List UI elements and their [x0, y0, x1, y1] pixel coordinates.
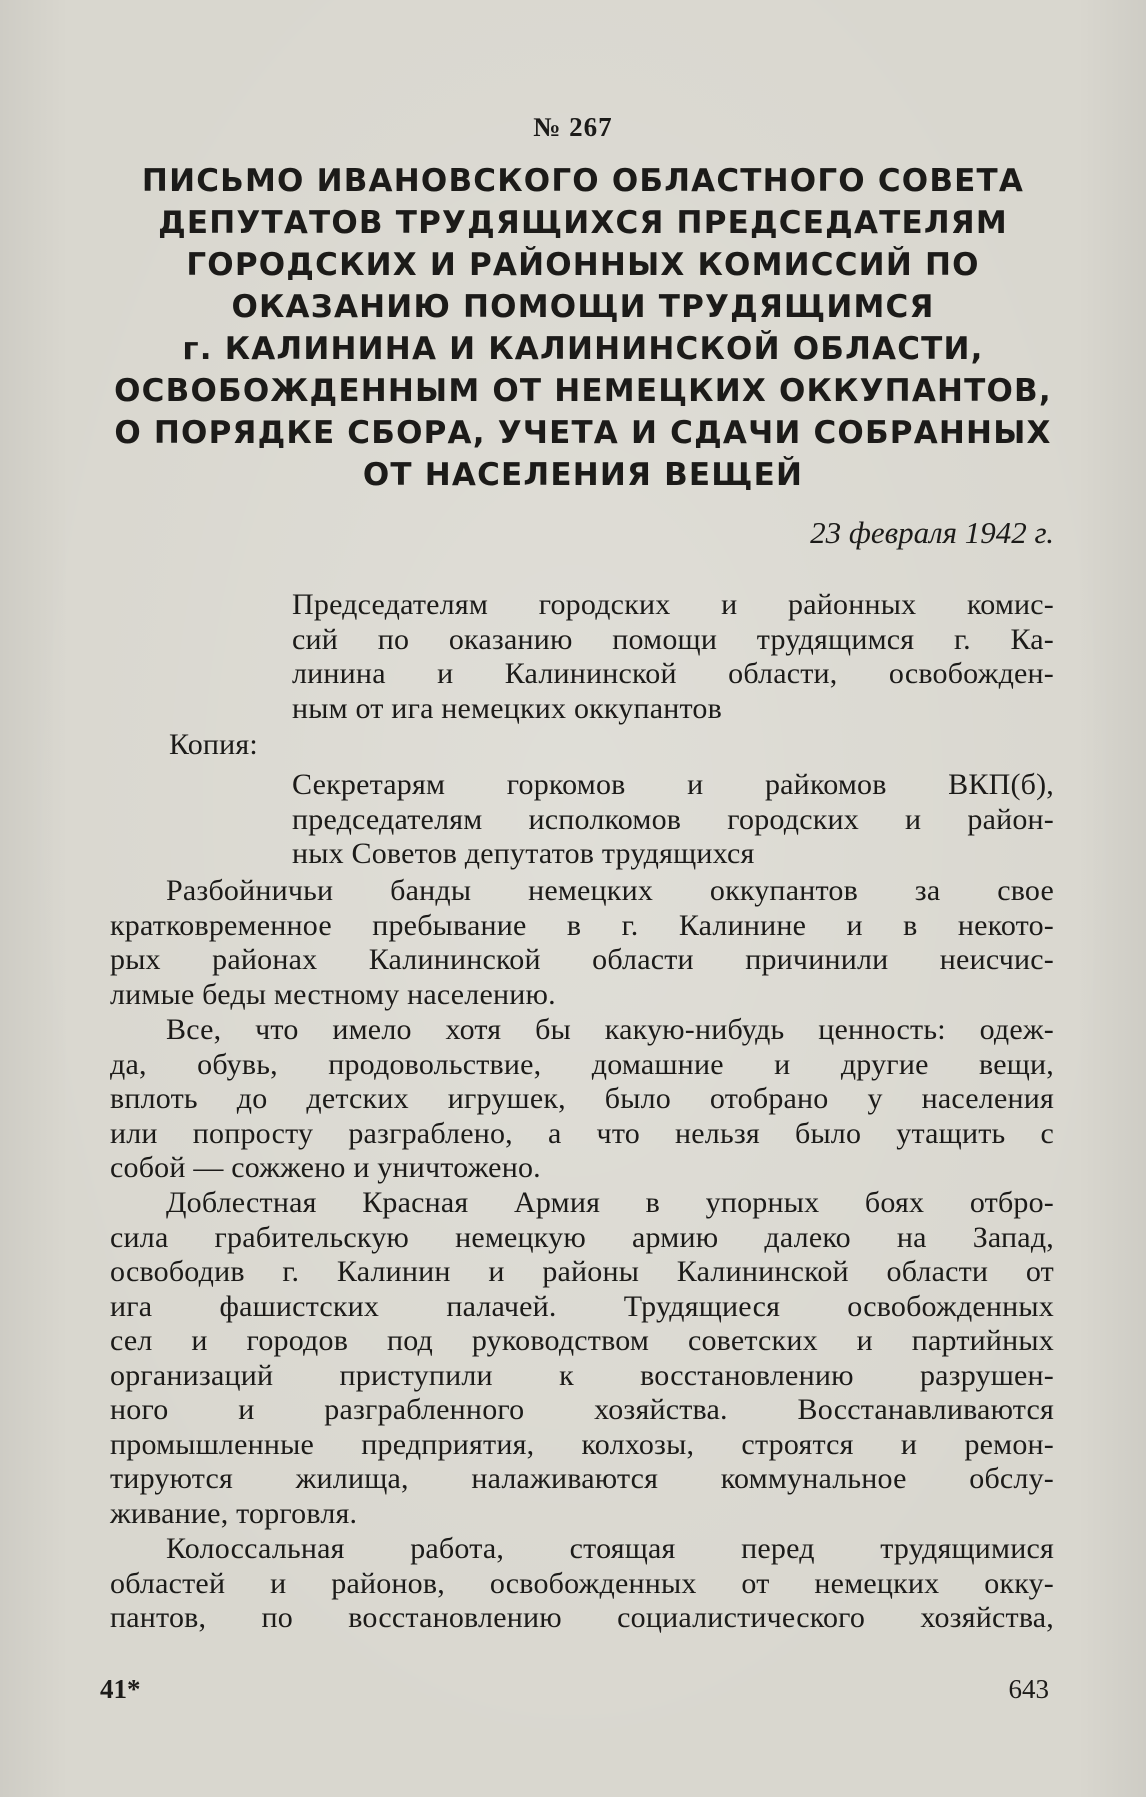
paragraph-line: сила грабительскую немецкую армию далеко на Запад, — [110, 1220, 1054, 1254]
paragraph-line: ига фашистских палачей. Трудящиеся освобожденных — [110, 1289, 1054, 1323]
title-line: г. КАЛИНИНА И КАЛИНИНСКОЙ ОБЛАСТИ, — [182, 331, 984, 367]
paragraph-line: организаций приступили к восстановлению разрушен- — [110, 1358, 1054, 1392]
paragraph-line: Все, что имело хотя бы какую-нибудь ценность: одеж- — [166, 1013, 1054, 1046]
paragraph-line: живание, торговля. — [110, 1496, 358, 1530]
body-paragraph — [110, 874, 1054, 1012]
title-line: ГОРОДСКИХ И РАЙОННЫХ КОМИССИЙ ПО — [186, 247, 980, 283]
paragraph-line: Доблестная Красная Армия в упорных боях отбро- — [166, 1186, 1054, 1219]
copy-addressee-line: председателям исполкомов городских и район- — [292, 802, 1054, 836]
title-line: ОКАЗАНИЮ ПОМОЩИ ТРУДЯЩИМСЯ — [231, 289, 935, 325]
paragraph-line: вплоть до детских игрушек, было отобрано у населения — [110, 1082, 1054, 1115]
title-line: ОСВОБОЖДЕННЫМ ОТ НЕМЕЦКИХ ОККУПАНТОВ, — [114, 373, 1052, 409]
paragraph-line: промышленные предприятия, колхозы, строятся и ремон- — [110, 1427, 1054, 1461]
copy-addressee-block — [292, 768, 1054, 872]
signature-mark: 41* — [100, 1674, 141, 1704]
paragraph-line: пантов, по восстановлению социалистического хозяйства, — [110, 1601, 1054, 1634]
paragraph-line: областей и районов, освобожденных от немецких окку- — [110, 1566, 1054, 1600]
copy-label: Копия: — [169, 728, 258, 761]
paragraph-line: да, обувь, продовольствие, домашние и другие вещи, — [110, 1047, 1054, 1081]
addressee-line: линина и Калининской области, освобожден- — [292, 657, 1054, 690]
copy-addressee-line: ных Советов депутатов трудящихся — [292, 837, 755, 870]
paragraph-line: сел и городов под руководством советских и партийных — [110, 1324, 1054, 1357]
title-line: О ПОРЯДКЕ СБОРА, УЧЕТА И СДАЧИ СОБРАННЫХ — [114, 415, 1052, 451]
document-date: 23 февраля 1942 г. — [810, 515, 1054, 550]
document-number: № 267 — [533, 112, 613, 142]
body-paragraph — [110, 1532, 1054, 1636]
paragraph-line: кратковременное пребывание в г. Калинине и в некото- — [110, 908, 1054, 942]
body-paragraph — [110, 1186, 1054, 1531]
title-line: ПИСЬМО ИВАНОВСКОГО ОБЛАСТНОГО СОВЕТА — [141, 163, 1025, 199]
body-paragraph — [110, 1013, 1054, 1186]
paragraph-line: или попросту разграблено, а что нельзя было утащить с — [110, 1116, 1054, 1150]
addressee-line: сий по оказанию помощи трудящимся г. Ка- — [292, 622, 1054, 656]
page-number: 643 — [1008, 1674, 1049, 1704]
paragraph-line: освободив г. Калинин и районы Калининской области от — [110, 1255, 1054, 1288]
title-line: ОТ НАСЕЛЕНИЯ ВЕЩЕЙ — [362, 457, 804, 493]
paragraph-line: Разбойничьи банды немецких оккупантов за свое — [166, 874, 1054, 907]
document-title — [100, 160, 1066, 496]
paragraph-line: ного и разграбленного хозяйства. Восстанавливаются — [110, 1393, 1054, 1426]
paragraph-line: собой — сожжено и уничтожено. — [110, 1151, 541, 1184]
copy-addressee-line: Секретарям горкомов и райкомов ВКП(б), — [292, 768, 1054, 801]
title-line: ДЕПУТАТОВ ТРУДЯЩИХСЯ ПРЕДСЕДАТЕЛЯМ — [158, 205, 1008, 241]
paragraph-line: лимые беды местному населению. — [110, 977, 556, 1011]
paragraph-line: рых районах Калининской области причинили неисчис- — [110, 943, 1054, 976]
addressee-line: ным от ига немецких оккупантов — [292, 691, 722, 725]
paragraph-line: Колоссальная работа, стоящая перед трудящимися — [166, 1532, 1054, 1565]
addressee-block — [292, 588, 1054, 726]
addressee-line: Председателям городских и районных комис- — [292, 588, 1054, 621]
paragraph-line: тируются жилища, налаживаются коммунальное обслу- — [110, 1462, 1054, 1495]
